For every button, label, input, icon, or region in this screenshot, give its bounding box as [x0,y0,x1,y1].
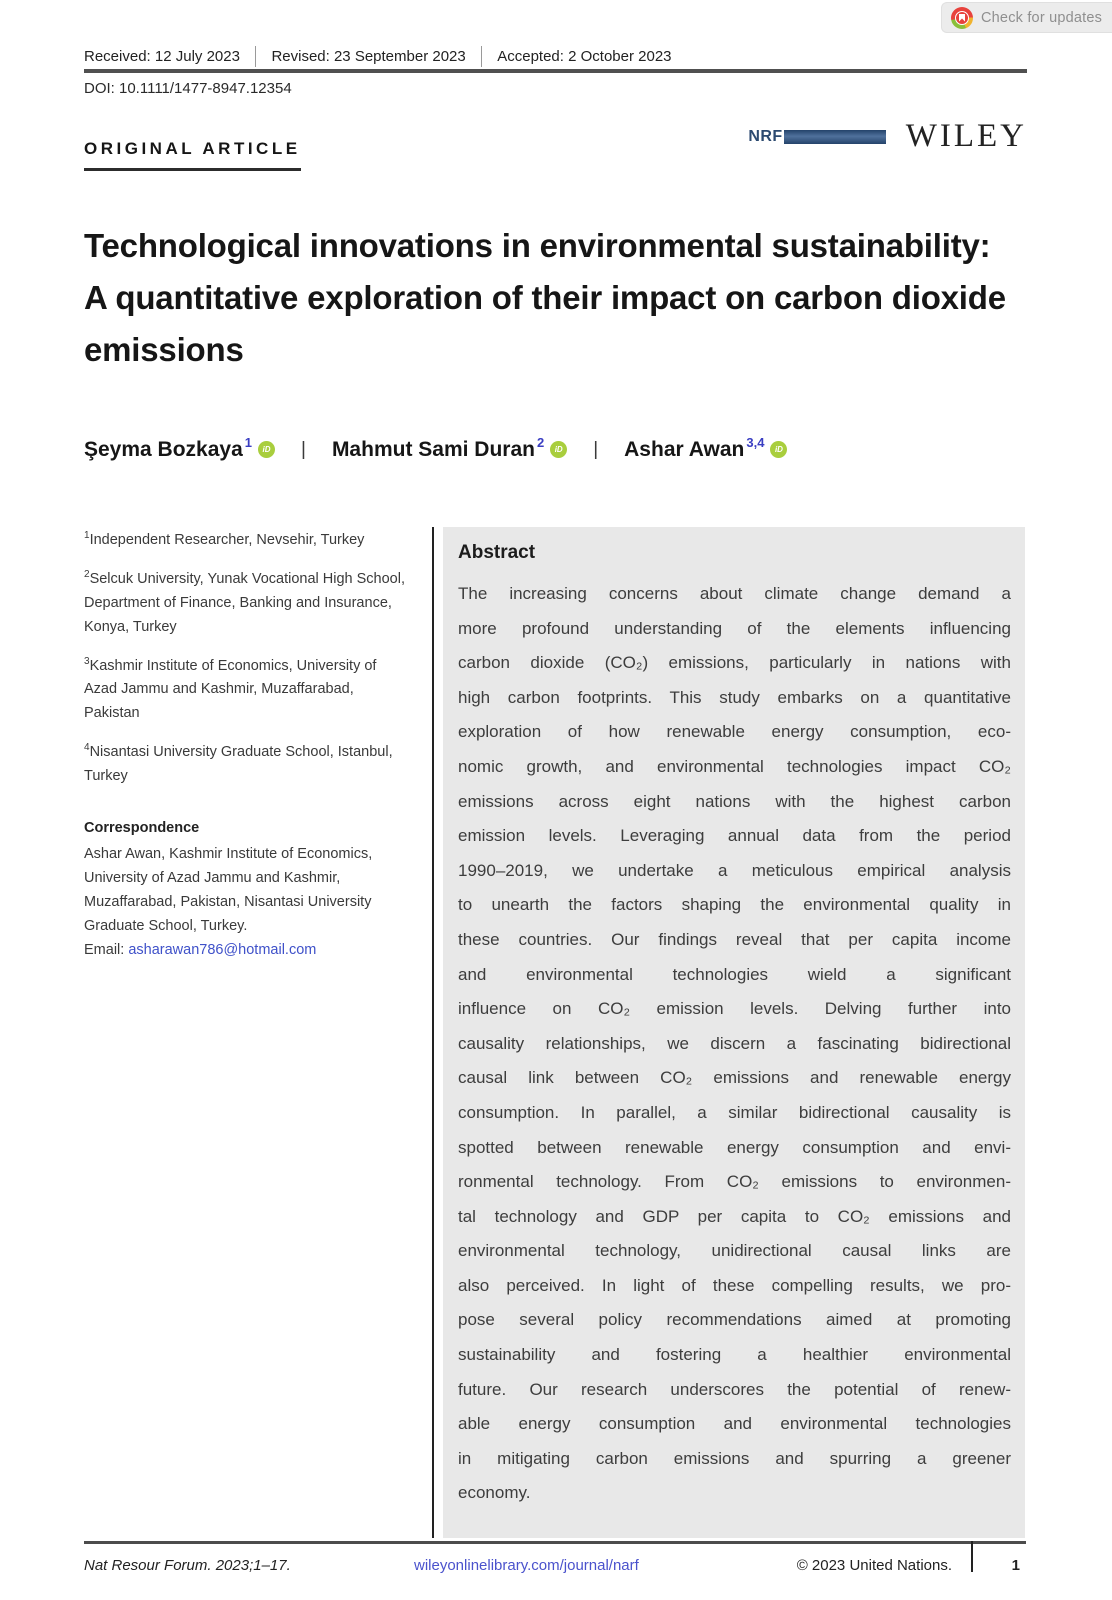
check-for-updates-label: Check for updates [981,9,1103,26]
abstract-line: high carbon footprints. This study embarks on a quantitative [458,687,1011,707]
abstract-line: causality relationships, we discern a fascinating bidirectional [458,1033,1011,1053]
abstract-line: 1990–2019, we undertake a meticulous empirical analysis [458,860,1011,880]
article-title: Technological innovations in environmental sustainability: A quantitative exploration of their impact on carbon dioxide emissions [84,227,1006,368]
author-name[interactable]: Ashar Awan [624,438,745,461]
divider [255,46,257,67]
abstract-line: able energy consumption and environmental technologies [458,1414,1011,1434]
page-number-divider [971,1541,973,1572]
column-divider [432,527,434,1538]
header-rule [84,69,1027,73]
correspondence-block [84,816,409,962]
divider [481,46,483,67]
footer [84,1553,1026,1583]
nrf-logo-bar [784,130,886,144]
abstract-line: also perceived. In light of these compelling results, we pro- [458,1275,1011,1295]
abstract-section [443,527,1025,1538]
received-date: Received: 12 July 2023 [84,48,240,65]
email-label: Email: [84,942,129,959]
abstract-line: more profound understanding of the elements influencing [458,618,1011,638]
author [84,435,275,462]
abstract-line: and environmental technologies wield a significant [458,964,1011,984]
copyright-notice: © 2023 United Nations. [796,1557,952,1574]
orcid-icon[interactable]: iD [770,441,787,458]
abstract-line: future. Our research underscores the potential of renew- [458,1379,1011,1399]
abstract-line: consumption. In parallel, a similar bidirectional causality is [458,1102,1011,1122]
author-name[interactable]: Mahmut Sami Duran [331,438,535,461]
orcid-icon[interactable]: iD [550,441,567,458]
author-affiliation-sup: 1 [244,435,252,450]
accepted-date: Accepted: 2 October 2023 [497,48,672,65]
abstract-heading: Abstract [458,542,536,563]
affiliation: $^1$Independent Researcher, Nevsehir, Turkey [84,530,365,548]
abstract-line: emissions across eight nations with the highest carbon [458,791,1011,811]
crossmark-icon [951,7,973,29]
revised-date: Revised: 23 September 2023 [271,48,466,65]
abstract-line: these countries. Our findings reveal that per capita income [458,929,1011,949]
author-name[interactable]: Şeyma Bozkaya [84,438,243,461]
correspondence-heading: Correspondence [84,820,200,837]
abstract-line: emission levels. Leveraging annual data from the period [458,826,1011,846]
journal-citation: Nat Resour Forum. 2023;1–17. [84,1557,291,1574]
wiley-logo: WILEY [905,118,1027,154]
abstract-line: economy. [458,1483,531,1503]
page-number: 1 [1011,1557,1020,1574]
author [624,435,787,462]
abstract-line: spotted between renewable energy consumption and envi- [458,1137,1011,1157]
author [331,435,567,462]
footer-rule [84,1541,1026,1544]
author-affiliation-sup: 3,4 [746,435,765,450]
affiliation: $^2$Selcuk University, Yunak Vocational High School, Department of Finance, Banking and Insurance, Konya, Turkey [84,568,405,635]
abstract-line: sustainability and fostering a healthier environmental [458,1345,1011,1365]
abstract-line: in mitigating carbon emissions and spurring a greener [458,1448,1011,1468]
abstract-line: The increasing concerns about climate change demand a [458,584,1011,603]
abstract-line: ronmental technology. From CO₂ emissions to environmen- [458,1172,1011,1192]
abstract-line: pose several policy recommendations aimed at promoting [458,1310,1011,1330]
check-for-updates-badge[interactable] [941,2,1112,33]
abstract-line: to unearth the factors shaping the environmental quality in [458,895,1011,915]
abstract-line: causal link between CO₂ emissions and renewable energy [458,1068,1011,1088]
abstract-line: exploration of how renewable energy consumption, eco- [458,722,1011,742]
email-link[interactable]: asharawan786@hotmail.com [128,942,317,959]
abstract-line: influence on CO₂ emission levels. Delving further into [458,999,1011,1019]
doi: DOI: 10.1111/1477-8947.12354 [84,80,292,97]
left-column [84,524,409,962]
author-list [84,435,787,462]
affiliation: $^3$Kashmir Institute of Economics, University of Azad Jammu and Kashmir, Muzaffarabad, Pakistan [84,655,377,722]
abstract-line: tal technology and GDP per capita to CO₂ emissions and [458,1206,1011,1226]
abstract-line: carbon dioxide (CO₂) emissions, particularly in nations with [458,653,1011,673]
nrf-journal-logo: NRF [748,128,885,146]
correspondence-text: Ashar Awan, Kashmir Institute of Economics, University of Azad Jammu and Kashmir, Muzaffarabad, Pakistan, Nisantasi University Graduate School, Turkey. [84,846,373,935]
abstract-text [458,577,1011,1511]
author-separator: | [301,439,306,460]
article-type-label: ORIGINAL ARTICLE [84,139,301,171]
journal-url-link[interactable]: wileyonlinelibrary.com/journal/narf [414,1557,639,1574]
orcid-icon[interactable]: iD [258,441,275,458]
abstract-line: nomic growth, and environmental technologies impact CO₂ [458,756,1011,776]
logos [748,118,1027,155]
abstract-line: environmental technology, unidirectional causal links are [458,1241,1011,1261]
author-affiliation-sup: 2 [536,435,545,450]
author-separator: | [593,439,599,460]
affiliation: $^4$Nisantasi University Graduate School, Istanbul, Turkey [84,742,393,785]
article-history [84,46,672,67]
